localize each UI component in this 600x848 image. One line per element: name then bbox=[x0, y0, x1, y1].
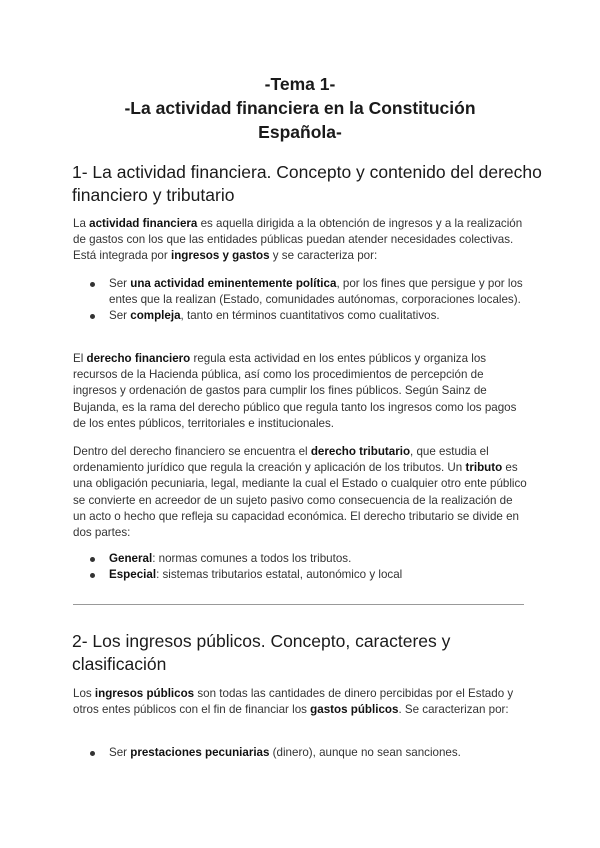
list-item bbox=[73, 745, 528, 761]
text-run: regula esta actividad en los entes públicos y organiza los recursos de la Hacienda pública, así como los procedimientos de percepción de ingresos y ordenación de gastos para cumplir los fines públicos. Según Sainz de Bujanda, es la rama del derecho público que regula tanto los ingresos como los pagos de los entes públicos, territoriales e institucionales. bbox=[73, 352, 517, 430]
bullet-dot-icon bbox=[90, 751, 95, 756]
section-2-bullet-list-1 bbox=[73, 745, 528, 761]
list-item bbox=[73, 276, 528, 308]
bullet-dot-icon bbox=[90, 557, 95, 562]
bold-term: ingresos y gastos bbox=[170, 249, 270, 263]
list-item bbox=[73, 551, 528, 567]
text-run: , que estudia el ordenamiento jurídico que regula la creación y aplicación de los tributos. Un bbox=[73, 445, 489, 475]
section-1-paragraph-3 bbox=[73, 444, 528, 541]
text-run: son todas las cantidades de dinero percibidas por el Estado y otros entes públicos con el fin de financiar los bbox=[73, 687, 514, 717]
section-1-heading: 1- La actividad financiera. Concepto y contenido del derecho financiero y tributario bbox=[72, 162, 542, 205]
bold-term: actividad financiera bbox=[89, 217, 198, 230]
text-run: , tanto en términos cuantitativos como cualitativos. bbox=[180, 309, 440, 323]
text-run: El bbox=[73, 352, 87, 365]
bold-term: derecho tributario bbox=[310, 445, 411, 458]
document-title bbox=[60, 72, 540, 144]
text-run: es aquella dirigida a la obtención de ingresos y a la realización de gastos con los que las entidades públicas puedan atender necesidades colectivas. Está integrada por bbox=[73, 217, 523, 263]
text-run: es una obligación pecuniaria, legal, mediante la cual el Estado o cualquier otro ente público se convierte en acreedor de un sujeto pasivo como consecuencia de la realización de un acto o hecho que refleja su capacidad económica. El derecho tributario se divide en dos partes: bbox=[73, 461, 527, 540]
bold-term: General bbox=[109, 552, 153, 565]
bold-term: compleja bbox=[130, 309, 181, 323]
text-run: Dentro del derecho financiero se encuentra el bbox=[73, 445, 311, 458]
section-1-bullet-list-1 bbox=[73, 276, 528, 325]
text-run: , por los fines que persigue y por los entes que la realizan (Estado, comunidades autónomas, corporaciones locales). bbox=[109, 277, 523, 307]
title-line-2: -La actividad financiera en la Constitución bbox=[124, 98, 476, 118]
bold-term: derecho financiero bbox=[86, 352, 191, 365]
bold-term: ingresos públicos bbox=[94, 687, 195, 700]
text-run: Ser bbox=[109, 746, 131, 759]
bold-term: gastos públicos bbox=[310, 703, 399, 717]
section-2-paragraph-1 bbox=[73, 686, 528, 718]
text-run: : normas comunes a todos los tributos. bbox=[152, 552, 352, 565]
section-1-paragraph-1 bbox=[73, 216, 528, 265]
bullet-dot-icon bbox=[90, 314, 95, 319]
text-run: y se caracteriza por: bbox=[269, 249, 378, 263]
text-run: Ser bbox=[109, 309, 131, 323]
section-divider bbox=[73, 604, 524, 605]
text-run: . Se caracterizan por: bbox=[398, 703, 509, 717]
title-line-3: Española- bbox=[258, 122, 342, 142]
list-item bbox=[73, 308, 528, 324]
title-line-1: -Tema 1- bbox=[264, 74, 336, 94]
bold-term: una actividad eminentemente política bbox=[130, 277, 337, 290]
text-run: Ser bbox=[109, 277, 131, 290]
section-1-bullet-list-2 bbox=[73, 551, 528, 583]
bullet-dot-icon bbox=[90, 282, 95, 287]
text-run: Los bbox=[73, 687, 95, 700]
bold-term: prestaciones pecuniarias bbox=[130, 746, 270, 759]
section-1-paragraph-2 bbox=[73, 351, 528, 432]
text-run: La bbox=[73, 217, 90, 230]
list-item bbox=[73, 567, 528, 583]
bold-term: Especial bbox=[109, 568, 157, 582]
section-2-heading: 2- Los ingresos públicos. Concepto, caracteres y clasificación bbox=[72, 631, 451, 674]
text-run: (dinero), aunque no sean sanciones. bbox=[269, 746, 461, 759]
bullet-dot-icon bbox=[90, 573, 95, 578]
text-run: : sistemas tributarios estatal, autonómico y local bbox=[156, 568, 403, 582]
bold-term: tributo bbox=[465, 461, 503, 475]
